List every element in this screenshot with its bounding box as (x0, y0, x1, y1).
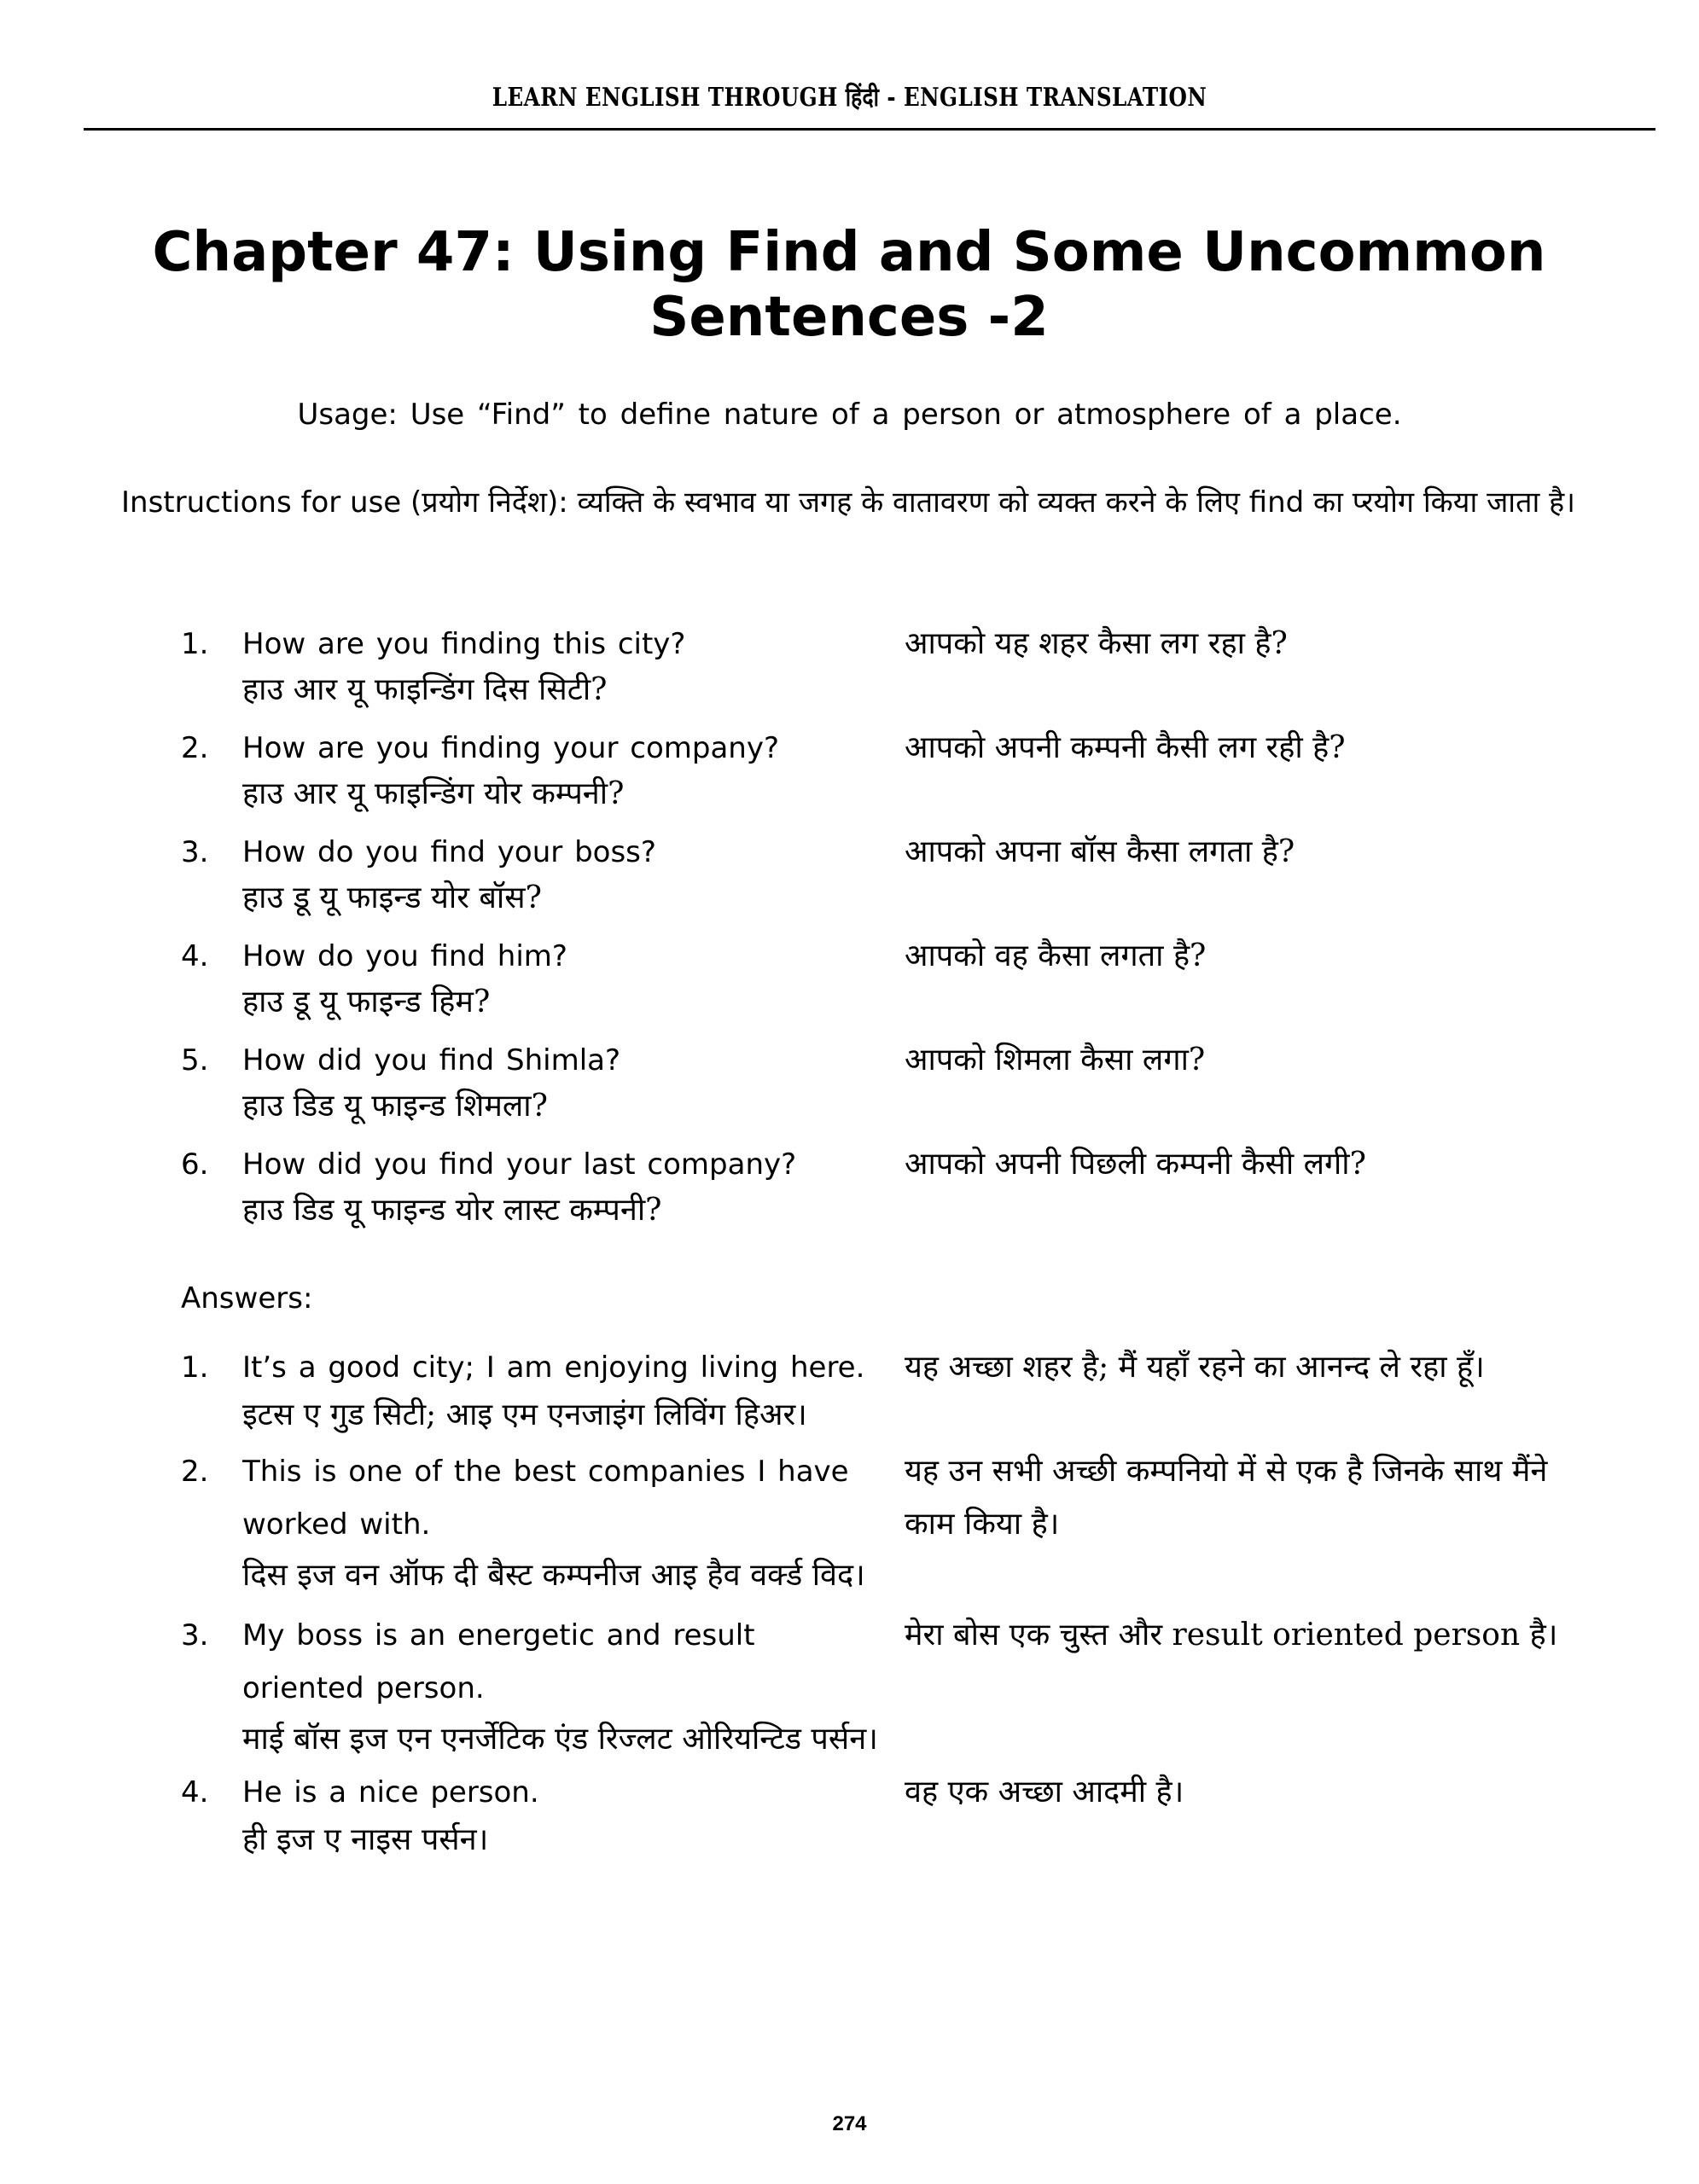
transliteration: इटस ए गुड सिटी; आइ एम एनजाइंग लिविंग हिअर। (242, 1397, 807, 1432)
english-sentence: How do you find your boss? (242, 835, 656, 869)
item-number: 2. (181, 731, 209, 765)
transliteration: हाउ डिड यू फाइन्ड शिमला? (242, 1089, 548, 1124)
transliteration: हाउ आर यू फाइन्डिंग योर कम्पनी? (242, 776, 625, 811)
hindi-translation: यह अच्छा शहर है; मैं यहाँ रहने का आनन्द ले रहा हूँ। (905, 1350, 1485, 1385)
hindi-translation: यह उन सभी अच्छी कम्पनियो में से एक है जिनके साथ मैंने काम किया है। (905, 1454, 1548, 1542)
english-sentence: My boss is an energetic and result oriented person. (242, 1618, 755, 1705)
usage-note: Usage: Use “Find” to define nature of a person or atmosphere of a place. (297, 398, 1402, 432)
hindi-translation: आपको अपनी पिछली कम्पनी कैसी लगी? (905, 1147, 1366, 1182)
hindi-translation: आपको यह शहर कैसा लग रहा है? (905, 626, 1288, 661)
item-number: 4. (181, 939, 209, 973)
transliteration: हाउ डिड यू फाइन्ड योर लास्ट कम्पनी? (242, 1193, 662, 1228)
english-sentence: It’s a good city; I am enjoying living here. (242, 1350, 865, 1385)
english-sentence: How did you find your last company? (242, 1147, 797, 1182)
english-sentence: He is a nice person. (242, 1775, 539, 1809)
hindi-translation: आपको अपनी कम्पनी कैसी लग रही है? (905, 730, 1346, 765)
chapter-title: Chapter 47: Using Find and Some Uncommon Sentences -2 (152, 221, 1546, 349)
item-number: 5. (181, 1043, 209, 1077)
english-sentence: How did you find Shimla? (242, 1043, 621, 1077)
hindi-translation: आपको वह कैसा लगता है? (905, 938, 1207, 973)
english-sentence: How are you finding this city? (242, 627, 686, 661)
page-number: 274 (832, 2112, 867, 2135)
item-number: 1. (181, 1350, 209, 1385)
transliteration: हाउ डू यू फाइन्ड योर बॉस? (242, 880, 542, 915)
transliteration: हाउ डू यू फाइन्ड हिम? (242, 985, 491, 1019)
transliteration: माई बॉस इज एन एनर्जेटिक एंड रिज्लट ओरियन्टिड पर्सन। (242, 1722, 878, 1757)
hindi-translation: आपको अपना बॉस कैसा लगता है? (905, 834, 1295, 869)
transliteration: दिस इज वन ऑफ दी बैस्ट कम्पनीज आइ हैव वर्क्ड विद। (242, 1558, 865, 1593)
header-divider (84, 128, 1655, 131)
item-number: 3. (181, 835, 209, 869)
hindi-translation: वह एक अच्छा आदमी है। (905, 1774, 1184, 1809)
running-header: LEARN ENGLISH THROUGH हिंदी - ENGLISH TRANSLATION (492, 83, 1207, 113)
transliteration: ही इज ए नाइस पर्सन। (242, 1822, 489, 1857)
transliteration: हाउ आर यू फाइन्डिंग दिस सिटी? (242, 672, 608, 707)
item-number: 6. (181, 1147, 209, 1182)
instructions-paragraph: Instructions for use (प्रयोग निर्देश): व्यक्ति के स्वभाव या जगह के वातावरण को व्यक्त करने के लिए find का प्‍रयोग किया जाता है। (121, 485, 1576, 520)
english-sentence: How are you finding your company? (242, 731, 779, 765)
item-number: 3. (181, 1618, 209, 1653)
answers-heading: Answers: (181, 1281, 313, 1316)
english-sentence: This is one of the best companies I have worked with. (242, 1455, 849, 1542)
item-number: 1. (181, 627, 209, 661)
english-sentence: How do you find him? (242, 939, 567, 973)
item-number: 2. (181, 1455, 209, 1489)
item-number: 4. (181, 1775, 209, 1809)
hindi-translation: आपको शिमला कैसा लगा? (905, 1043, 1206, 1077)
hindi-translation: मेरा बोस एक चुस्त और result oriented person है। (905, 1618, 1558, 1653)
